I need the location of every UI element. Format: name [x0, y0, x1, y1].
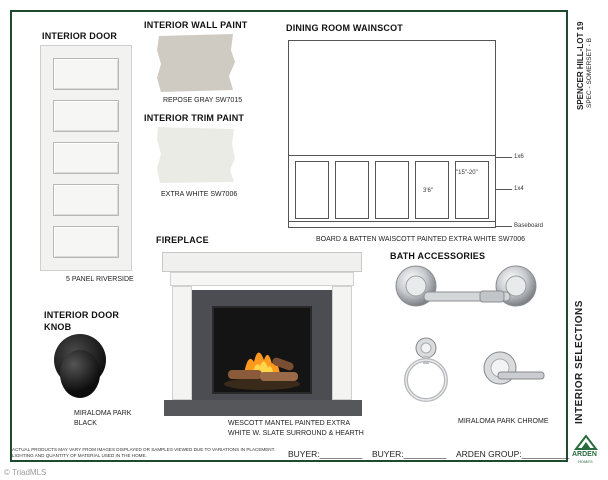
mantel-leg-right — [332, 286, 352, 400]
fireplace-caption-line2: WHITE W. SLATE SURROUND & HEARTH — [228, 430, 364, 437]
arden-logo-icon — [574, 434, 598, 450]
mantel-leg-left — [172, 286, 192, 400]
fire-flames-icon — [214, 308, 310, 392]
door-panel — [53, 100, 119, 132]
knob-title-line1: INTERIOR DOOR — [44, 310, 120, 320]
door-panel — [53, 226, 119, 258]
wainscot-panel — [375, 161, 409, 219]
section-title: INTERIOR SELECTIONS — [574, 300, 585, 424]
wall-paint-caption: REPOSE GRAY SW7015 — [163, 97, 243, 104]
label-1x6: 1x6 — [514, 154, 524, 160]
interior-door-image — [40, 45, 132, 271]
wainscot-spacing-dim: "15"-20" — [456, 170, 478, 176]
watermark: © TriadMLS — [4, 468, 47, 477]
toilet-paper-holder-icon — [394, 262, 540, 312]
interior-door-caption: 5 PANEL RIVERSIDE — [66, 276, 134, 283]
trim-paint-swatch — [155, 124, 237, 186]
arden-group-signature: ARDEN GROUP:__________ — [456, 449, 569, 459]
wall-paint-title: INTERIOR WALL PAINT — [144, 20, 248, 30]
leader-line — [496, 157, 512, 158]
logo-subtext: HOMES — [578, 459, 593, 464]
logo-text: ARDEN — [572, 451, 597, 458]
knob-caption-line1: MIRALOMA PARK — [74, 410, 132, 417]
knob-caption-line2: BLACK — [74, 420, 97, 427]
interior-door-title: INTERIOR DOOR — [42, 31, 118, 41]
wainscot-panel — [295, 161, 329, 219]
spec-name: SPEC - SOMERSET - B — [586, 38, 593, 108]
fireplace-caption-line1: WESCOTT MANTEL PAINTED EXTRA — [228, 420, 350, 427]
leader-line — [496, 226, 512, 227]
trim-paint-title: INTERIOR TRIM PAINT — [144, 113, 245, 123]
slate-hearth — [164, 400, 362, 416]
door-knob-icon — [60, 350, 100, 398]
wainscot-caption: BOARD & BATTEN WAISCOTT PAINTED EXTRA WHITE SW7006 — [316, 236, 525, 243]
towel-ring-icon — [396, 336, 456, 402]
bath-accessories-caption: MIRALOMA PARK CHROME — [458, 418, 549, 425]
door-panel — [53, 184, 119, 216]
project-name: SPENCER HILL-LOT 19 — [576, 21, 585, 110]
bath-accessories-title: BATH ACCESSORIES — [390, 251, 486, 261]
wainscot-baseboard — [289, 221, 495, 227]
title-sidebar — [570, 10, 600, 462]
wainscot-height-dim: 3'6" — [423, 188, 433, 194]
wainscot-drawing — [288, 40, 496, 228]
door-lever-chrome-icon — [482, 350, 546, 388]
label-baseboard: Baseboard — [514, 223, 544, 229]
label-1x4: 1x4 — [514, 186, 524, 192]
wainscot-cap-rail — [289, 155, 495, 156]
door-panel — [53, 142, 119, 174]
disclaimer-note: ACTUAL PRODUCTS MAY VARY FROM IMAGES DISPLAYED OR SAMPLES VIEWED DUE TO VARIATIONS IN PLACEMENT. LIGHTING AND QUANTITY OF MATERIAL USED IN THE HOME. — [12, 447, 276, 458]
firebox — [212, 306, 312, 394]
wainscot-title: DINING ROOM WAINSCOT — [286, 23, 403, 33]
leader-line — [496, 189, 512, 190]
knob-title-line2: KNOB — [44, 322, 72, 332]
door-panel — [53, 58, 119, 90]
buyer-signature-1: BUYER:_________ — [288, 449, 363, 459]
mantel-top — [162, 252, 362, 272]
trim-paint-caption: EXTRA WHITE SW7006 — [161, 191, 238, 198]
buyer-signature-2: BUYER:_________ — [372, 449, 447, 459]
mantel-frieze — [170, 272, 354, 286]
wainscot-panel — [335, 161, 369, 219]
fireplace-title: FIREPLACE — [156, 235, 209, 245]
wall-paint-swatch — [155, 32, 237, 94]
